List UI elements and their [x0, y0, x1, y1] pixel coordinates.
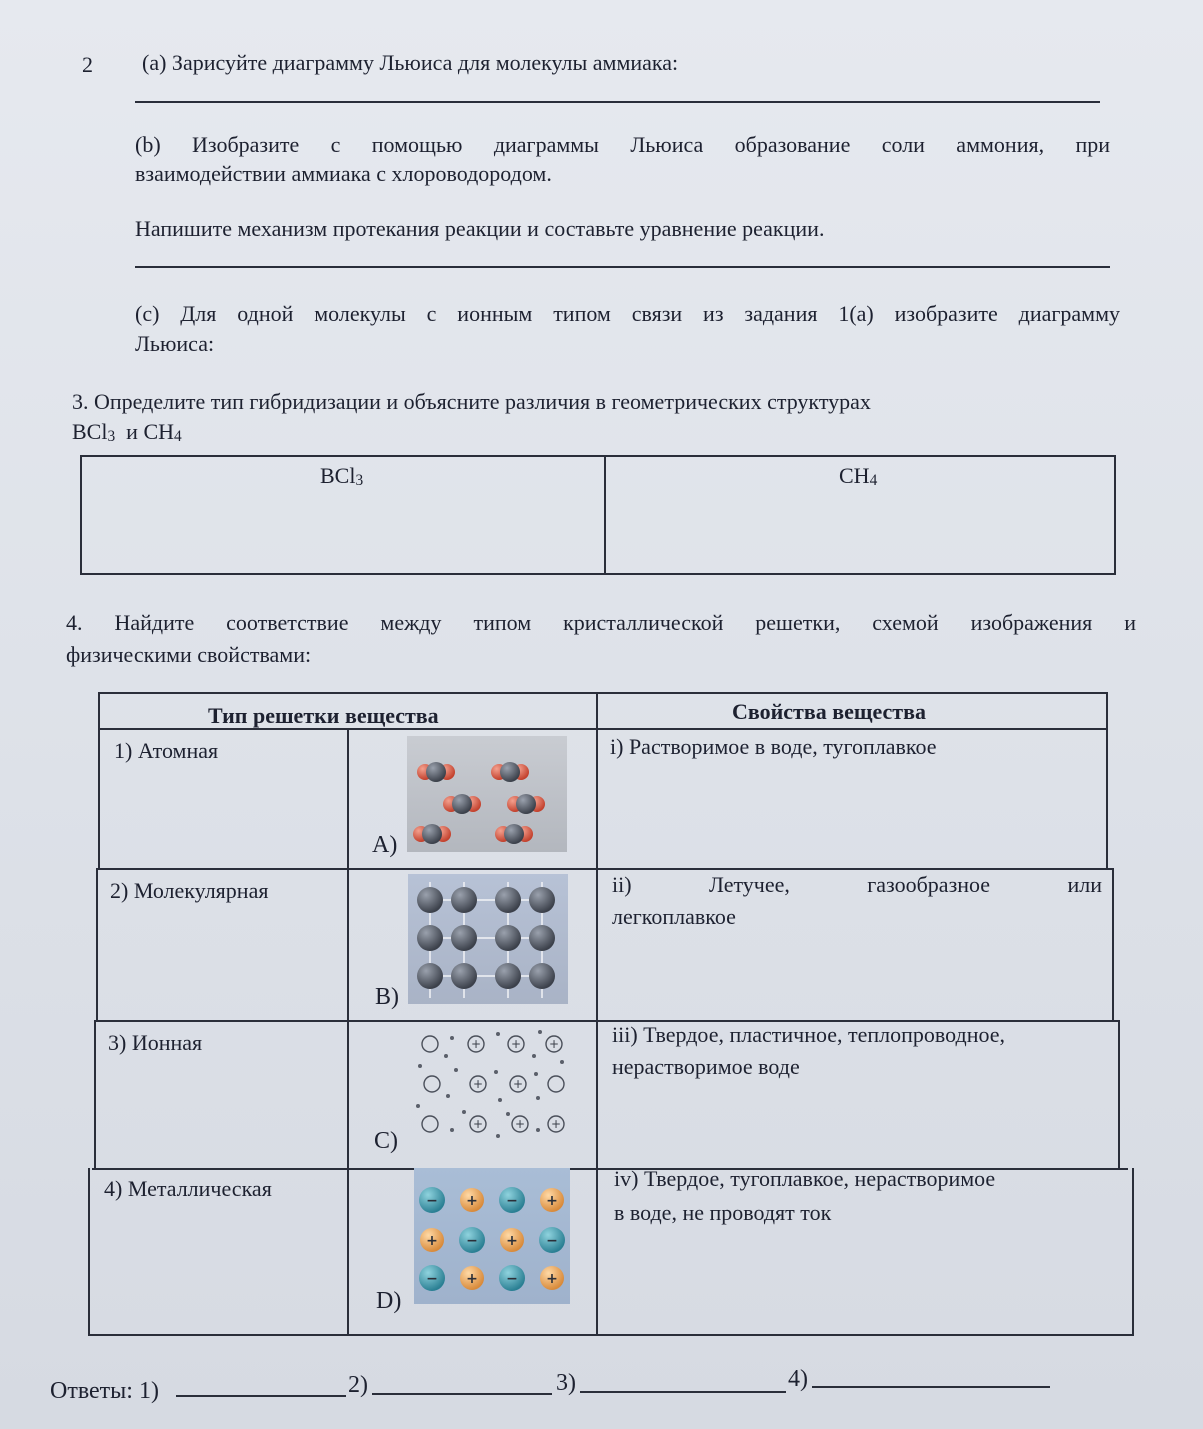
row-3-property-line2: нерастворимое воде: [612, 1054, 800, 1079]
row-3-letter: C): [374, 1128, 398, 1154]
question-2b-line2: взаимодействии аммиака с хлороводородом.: [135, 161, 552, 186]
answer-line-2[interactable]: [372, 1393, 552, 1395]
svg-text:+: +: [546, 1271, 558, 1287]
svg-text:+: +: [466, 1271, 478, 1287]
co2-molecule-6: [495, 824, 533, 844]
metallic-lattice-diagram: [412, 1026, 572, 1146]
row-1-letter: A): [372, 832, 398, 858]
header-properties: Свойства вещества: [732, 699, 926, 724]
question-3-text: 3. Определите тип гибридизации и объясните различия в геометрических структурах: [72, 389, 871, 414]
row-4-property-line2: в воде, не проводят ток: [614, 1200, 832, 1225]
svg-text:+: +: [426, 1233, 438, 1249]
row-3-type: 3) Ионная: [108, 1030, 203, 1055]
row-3-property-line1: iii) Твердое, пластичное, теплопроводное,: [612, 1022, 1006, 1047]
answer-line-1[interactable]: [176, 1395, 346, 1397]
svg-text:+: +: [546, 1193, 558, 1209]
svg-text:+: +: [466, 1193, 478, 1209]
svg-text:+: +: [472, 1117, 484, 1131]
svg-text:+: +: [472, 1077, 484, 1091]
question-3-formulas: BCl$_3$ и $CH_4$: [72, 419, 182, 445]
svg-text:+: +: [550, 1117, 562, 1131]
answer-cell-ch4[interactable]: [610, 491, 1110, 571]
co2-molecule-1: [417, 762, 455, 782]
answer-line-2b[interactable]: [135, 266, 1110, 268]
answers-3-label: 3): [556, 1370, 576, 1396]
answer-line-3[interactable]: [580, 1391, 786, 1393]
svg-text:+: +: [506, 1233, 518, 1249]
answers-2-label: 2): [348, 1372, 368, 1398]
svg-text:−: −: [506, 1271, 518, 1287]
column-header-bcl3: BCl$_3$: [320, 463, 364, 489]
header-lattice-type: Тип решетки вещества: [208, 703, 439, 728]
atomic-lattice-diagram: [408, 874, 568, 1004]
row-1-type: 1) Атомная: [114, 738, 219, 763]
answer-line-4[interactable]: [812, 1386, 1050, 1388]
answer-line-2a[interactable]: [135, 101, 1100, 103]
co2-molecule-3: [443, 794, 481, 814]
svg-text:+: +: [510, 1037, 522, 1051]
svg-text:−: −: [466, 1233, 478, 1249]
answers-label: Ответы: 1): [50, 1378, 159, 1404]
hybridization-table: [80, 455, 1116, 575]
answers-4-label: 4): [788, 1366, 808, 1392]
svg-text:−: −: [426, 1193, 438, 1209]
svg-text:−: −: [546, 1233, 558, 1249]
answer-cell-bcl3[interactable]: [86, 491, 598, 571]
question-4-line1: 4. Найдите соответствие между типом кристаллической решетки, схемой изображения и: [66, 610, 1136, 635]
question-4-line2: физическими свойствами:: [66, 642, 312, 667]
crystal-lattice-table: [88, 692, 1136, 1340]
molecular-lattice-diagram: [407, 736, 567, 852]
question-2b-line1: (b) Изобразите с помощью диаграммы Льюиса образование соли аммония, при: [135, 132, 1110, 157]
question-2a-text: (a) Зарисуйте диаграмму Льюиса для молекулы аммиака:: [142, 50, 679, 75]
row-2-property-line2: легкоплавкое: [612, 904, 736, 929]
row-4-letter: D): [376, 1288, 402, 1314]
row-2-letter: B): [375, 984, 399, 1010]
co2-molecule-4: [507, 794, 545, 814]
svg-text:+: +: [470, 1037, 482, 1051]
co2-molecule-5: [413, 824, 451, 844]
question-2c-line2: Льюиса:: [135, 331, 215, 356]
svg-text:−: −: [506, 1193, 518, 1209]
question-2c-line1: (c) Для одной молекулы с ионным типом связи из задания 1(a) изобразите диаграмму: [135, 301, 1120, 326]
column-header-ch4: $CH_4$: [839, 463, 878, 489]
row-4-property-line1: iv) Твердое, тугоплавкое, нерастворимое: [614, 1166, 996, 1191]
svg-text:+: +: [548, 1037, 560, 1051]
row-2-type: 2) Молекулярная: [110, 878, 269, 903]
row-4-type: 4) Металлическая: [104, 1176, 272, 1201]
svg-text:+: +: [512, 1077, 524, 1091]
question-2-number: 2: [82, 52, 93, 77]
co2-molecule-2: [491, 762, 529, 782]
ionic-lattice-diagram: [414, 1168, 570, 1304]
row-1-property: i) Растворимое в воде, тугоплавкое: [610, 734, 937, 759]
question-2b-mechanism: Напишите механизм протекания реакции и составьте уравнение реакции.: [135, 216, 825, 241]
row-2-property-line1: ii) Летучее, газообразное или: [612, 872, 1102, 897]
table-divider: [604, 457, 606, 573]
svg-text:−: −: [426, 1271, 438, 1287]
svg-text:+: +: [514, 1117, 526, 1131]
